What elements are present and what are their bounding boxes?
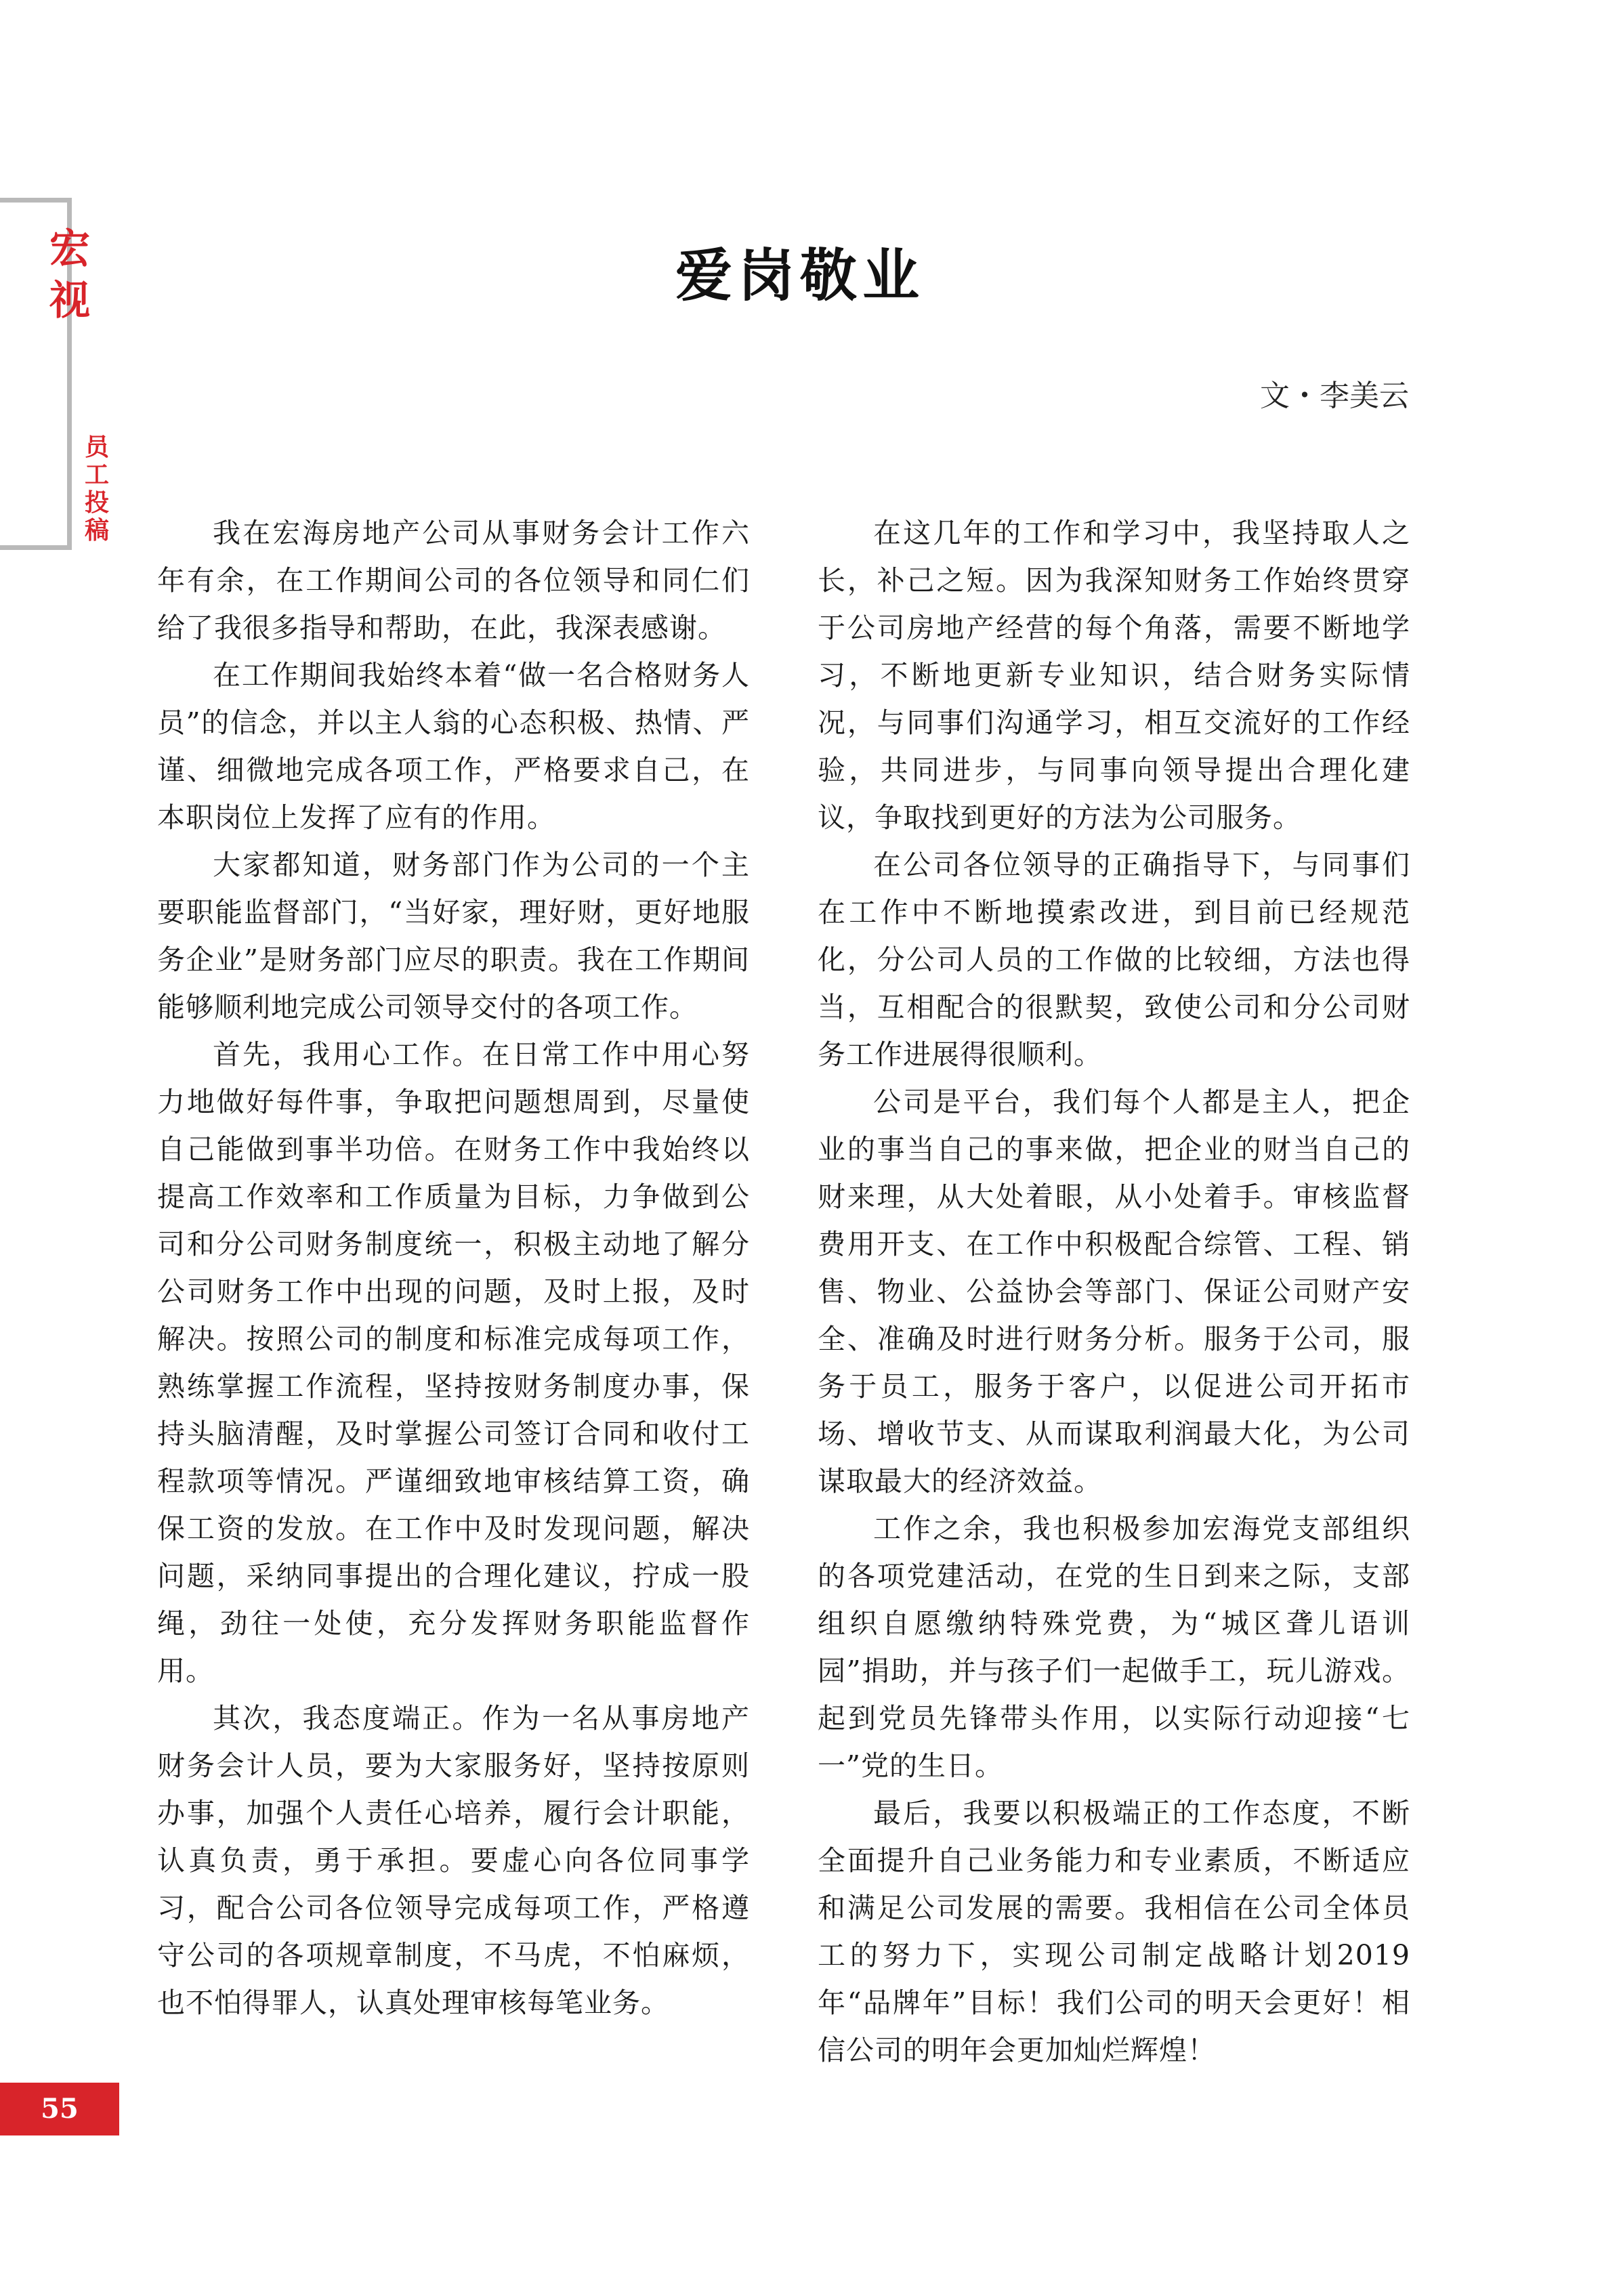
- section-name-char: 工: [84, 461, 109, 489]
- article-title: 爱岗敬业: [675, 242, 925, 309]
- section-name-char: 投: [84, 489, 109, 517]
- paragraph: 在公司各位领导的正确指导下，与同事们在工作中不断地摸索改进，到目前已经规范化，分公司人员的工作做的比较细，方法也得当，互相配合的很默契，致使公司和分公司财务工作进展得很顺利。: [818, 849, 1410, 1071]
- paragraph: 在这几年的工作和学习中，我坚持取人之长，补己之短。因为我深知财务工作始终贯穿于公司房地产经营的每个角落，需要不断地学习，不断地更新专业知识，结合财务实际情况，与同事们沟通学习，相互交流好的工作经验，共同进步，与同事向领导提出合理化建议，争取找到更好的方法为公司服务。: [818, 517, 1410, 834]
- paragraph: 其次，我态度端正。作为一名从事房地产财务会计人员，要为大家服务好，坚持按原则办事，加强个人责任心培养，履行会计职能，认真负责，勇于承担。要虚心向各位同事学习，配合公司各位领导完成每项工作，严格遵守公司的各项规章制度，不马虎，不怕麻烦，也不怕得罪人，认真处理审核每笔业务。: [157, 1702, 750, 2019]
- paragraph: 工作之余，我也积极参加宏海党支部组织的各项党建活动，在党的生日到来之际，支部组织自愿缴纳特殊党费，为“城区聋儿语训园”捐助，并与孩子们一起做手工，玩儿游戏。起到党员先锋带头作用，以实际行动迎接“七一”党的生日。: [818, 1512, 1410, 1782]
- article-byline: 文・李美云: [1260, 379, 1409, 413]
- section-name-char: 员: [84, 433, 109, 461]
- page-number: 55: [0, 2083, 119, 2135]
- left-column: [157, 509, 750, 2074]
- section-name: [81, 433, 112, 545]
- paragraph: 首先，我用心工作。在日常工作中用心努力地做好每件事，争取把问题想周到，尽量使自己能做到事半功倍。在财务工作中我始终以提高工作效率和工作质量为目标，力争做到公司和分公司财务制度统一，积极主动地了解分公司财务工作中出现的问题，及时上报，及时解决。按照公司的制度和标准完成每项工作，熟练掌握工作流程，坚持按财务制度办事，保持头脑清醒，及时掌握公司签订合同和收付工程款项等情况。严谨细致地审核结算工资，确保工资的发放。在工作中及时发现问题，解决问题，采纳同事提出的合理化建议，拧成一股绳，劲往一处使，充分发挥财务职能监督作用。: [157, 1038, 750, 1687]
- column-name-char: 宏: [49, 226, 90, 273]
- paragraph: 最后，我要以积极端正的工作态度，不断全面提升自己业务能力和专业素质，不断适应和满足公司发展的需要。我相信在公司全体员工的努力下，实现公司制定战略计划2019年“品牌年”目标！我们公司的明天会更好！相信公司的明年会更加灿烂辉煌！: [818, 1797, 1410, 2066]
- right-column: [818, 509, 1410, 2074]
- paragraph: 大家都知道，财务部门作为公司的一个主要职能监督部门，“当好家，理好财，更好地服务企业”是财务部门应尽的职责。我在工作期间能够顺利地完成公司领导交付的各项工作。: [157, 849, 750, 1023]
- section-name-char: 稿: [84, 517, 109, 545]
- article-body: [157, 509, 1410, 2074]
- paragraph: 在工作期间我始终本着“做一名合格财务人员”的信念，并以主人翁的心态积极、热情、严谨、细微地完成各项工作，严格要求自己，在本职岗位上发挥了应有的作用。: [157, 659, 750, 834]
- column-name-char: 视: [49, 277, 90, 324]
- paragraph: 我在宏海房地产公司从事财务会计工作六年有余，在工作期间公司的各位领导和同仁们给了我很多指导和帮助，在此，我深表感谢。: [157, 517, 750, 644]
- paragraph: 公司是平台，我们每个人都是主人，把企业的事当自己的事来做，把企业的财当自己的财来理，从大处着眼，从小处着手。审核监督费用开支、在工作中积极配合综管、工程、销售、物业、公益协会等部门、保证公司财产安全、准确及时进行财务分析。服务于公司，服务于员工，服务于客户，以促进公司开拓市场、增收节支、从而谋取利润最大化，为公司谋取最大的经济效益。: [818, 1086, 1410, 1497]
